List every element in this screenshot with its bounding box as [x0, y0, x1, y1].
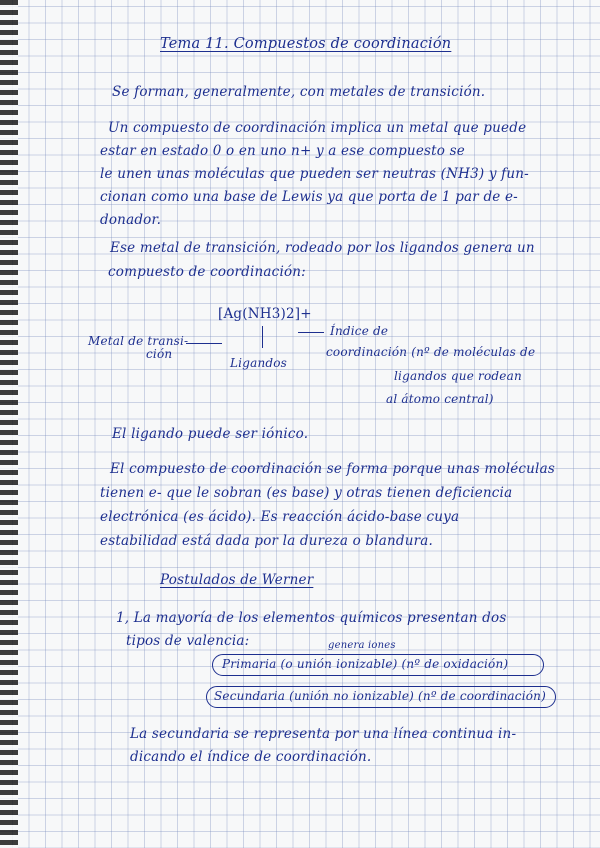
index-label-line-4: al átomo central) [386, 392, 494, 406]
index-label-line-1: Índice de [330, 324, 389, 338]
paragraph-5-line-3: electrónica (es ácido). Es reacción ácido-base cuya [100, 509, 460, 525]
werner-item-1-line-1: 1, La mayoría de los elementos químicos presentan dos [116, 610, 507, 626]
paragraph-2-line-3: le unen unas moléculas que pueden ser neutras (NH3) y fun- [100, 166, 529, 182]
werner-heading: Postulados de Werner [160, 572, 314, 588]
paragraph-5-line-1: El compuesto de coordinación se forma porque unas moléculas [110, 461, 555, 477]
primary-valence: Primaria (o unión ionizable) (nº de oxidación) [222, 657, 509, 671]
paragraph-2-line-5: donador. [100, 212, 162, 228]
ligand-label: Ligandos [230, 356, 288, 370]
werner-item-1-line-2: tipos de valencia: [126, 633, 250, 649]
ion-note: genera iones [328, 640, 396, 651]
index-arrow [298, 332, 324, 333]
paragraph-2-line-2: estar en estado 0 o en uno n+ y a ese compuesto se [100, 143, 465, 159]
closing-line-1: La secundaria se representa por una línea continua in- [130, 726, 517, 742]
index-label-line-3: ligandos que rodean [394, 369, 522, 383]
coordination-formula: [Ag(NH3)2]+ [218, 306, 312, 322]
ligand-arrow [262, 326, 263, 348]
metal-arrow [186, 343, 222, 344]
paragraph-2-line-4: cionan como una base de Lewis ya que porta de 1 par de e- [100, 189, 518, 205]
paragraph-5-line-4: estabilidad está dada por la dureza o blandura. [100, 533, 434, 549]
spiral-binding [0, 0, 18, 848]
paragraph-2-line-1: Un compuesto de coordinación implica un metal que puede [108, 120, 527, 136]
paragraph-3-line-1: Ese metal de transición, rodeado por los ligandos genera un [110, 240, 535, 256]
paragraph-5-line-2: tienen e- que le sobran (es base) y otras tienen deficiencia [100, 485, 513, 501]
paragraph-4: El ligando puede ser iónico. [112, 426, 309, 442]
page-title: Tema 11. Compuestos de coordinación [160, 36, 452, 52]
closing-line-2: dicando el índice de coordinación. [130, 749, 372, 765]
index-label-line-2: coordinación (nº de moléculas de [326, 345, 536, 359]
secondary-valence: Secundaria (unión no ionizable) (nº de coordinación) [214, 689, 546, 703]
metal-label-line-2: ción [146, 347, 173, 361]
metal-label-line-1: Metal de transi- [88, 334, 189, 348]
paragraph-1: Se forman, generalmente, con metales de transición. [112, 84, 486, 100]
paragraph-3-line-2: compuesto de coordinación: [108, 264, 306, 280]
